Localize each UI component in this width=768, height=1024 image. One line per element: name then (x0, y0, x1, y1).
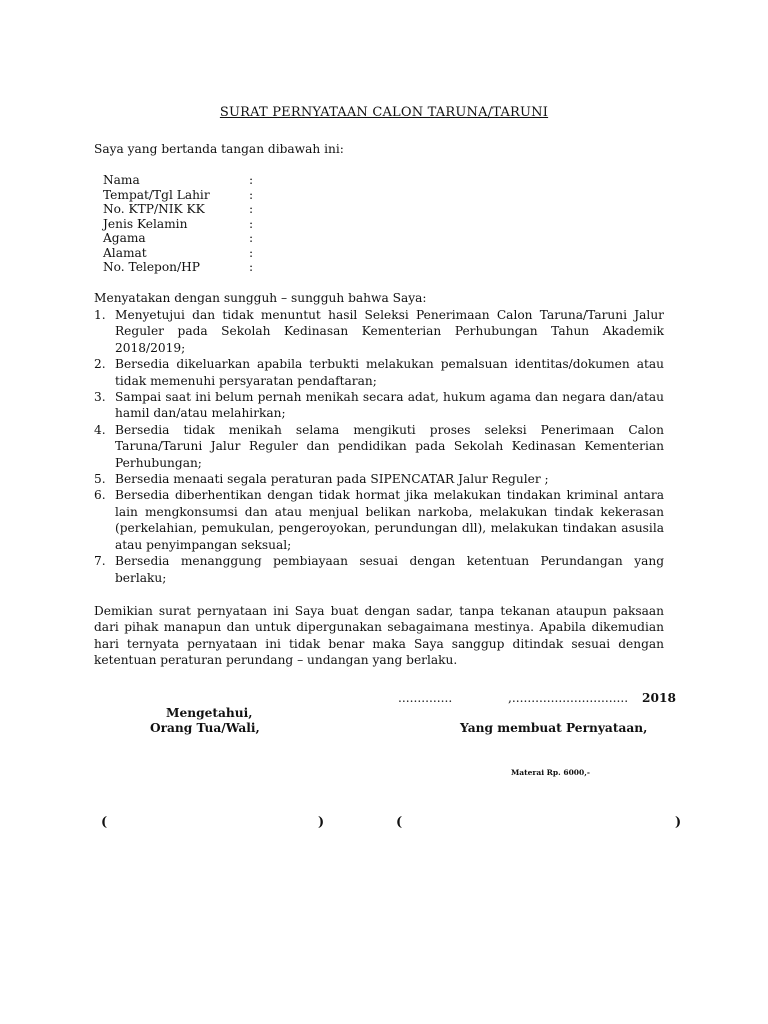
date-day-placeholder: .............. (398, 691, 453, 705)
list-item (94, 471, 664, 487)
field-colon: : (249, 173, 254, 187)
list-item-number: 6. (94, 488, 106, 503)
intro-text: Saya yang bertanda tangan dibawah ini: (94, 142, 344, 156)
document-title: SURAT PERNYATAAN CALON TARUNA/TARUNI (219, 105, 549, 120)
list-item-text: Bersedia menaati segala peraturan pada SIPENCATAR Jalur Reguler ; (115, 472, 549, 487)
statement-text: Menyatakan dengan sungguh – sungguh bahwa Saya: (94, 291, 427, 305)
acknowledged-label: Mengetahui, (166, 706, 253, 720)
field-row (103, 260, 259, 275)
identity-fields (103, 173, 259, 275)
list-item-number: 5. (94, 472, 106, 487)
list-item (94, 553, 664, 586)
parent-signature-open: ( (101, 815, 108, 830)
list-item-number: 1. (94, 308, 106, 322)
declarant-signature-close: ) (675, 815, 682, 830)
date-year: 2018 (642, 691, 676, 705)
field-label: No. KTP/NIK KK (103, 202, 205, 216)
parent-signature-close: ) (318, 815, 325, 830)
stamp-duty-note: Materai Rp. 6000,- (511, 768, 590, 777)
list-item-number: 3. (94, 390, 106, 405)
field-label: Tempat/Tgl Lahir (103, 187, 210, 202)
list-item-text: Bersedia menanggung pembiayaan sesuai dengan ketentuan Perundangan yang berlaku; (115, 554, 664, 585)
field-label: Nama (103, 173, 140, 187)
field-row (103, 173, 259, 188)
list-item (94, 487, 664, 553)
field-colon: : (249, 260, 254, 274)
list-item-text: Sampai saat ini belum pernah menikah secara adat, hukum agama dan negara dan/atau hamil dan/atau melahirkan; (115, 390, 664, 421)
field-row (103, 202, 259, 217)
field-colon: : (249, 216, 254, 231)
field-label: Jenis Kelamin (103, 216, 188, 231)
field-row (103, 217, 259, 232)
field-colon: : (249, 231, 254, 245)
list-item-text: Bersedia diberhentikan dengan tidak hormat jika melakukan tindakan kriminal antara lain mengkonsumsi dan atau menjual belikan narkoba, melakukan tindak kekerasan (perkelahian, pemukulan, pengeroyokan, perundungan dll), melakukan tindakan asusila atau penyimpangan seksual; (115, 488, 664, 552)
list-item (94, 307, 664, 356)
parent-guardian-label: Orang Tua/Wali, (150, 721, 260, 735)
list-item-number: 7. (94, 554, 106, 569)
list-item-text: Menyetujui dan tidak menuntut hasil Seleksi Penerimaan Calon Taruna/Taruni Jalur Reguler pada Sekolah Kedinasan Kementerian Perhubungan Tahun Akademik 2018/2019; (115, 308, 664, 355)
list-item (94, 356, 664, 389)
closing-paragraph: Demikian surat pernyataan ini Saya buat dengan sadar, tanpa tekanan ataupun paksaan dari pihak manapun dan untuk dipergunakan sebagaimana mestinya. Apabila dikemudian hari ternyata pernyataan ini tidak benar maka Saya sanggup ditindak sesuai dengan ketentuan peraturan perundang – undangan yang berlaku. (94, 604, 664, 668)
field-row (103, 246, 259, 261)
field-colon: : (249, 187, 254, 202)
list-item-number: 4. (94, 422, 106, 437)
declarant-signature-open: ( (396, 815, 403, 830)
list-item-text: Bersedia dikeluarkan apabila terbukti melakukan pemalsuan identitas/dokumen atau tidak memenuhi persyaratan pendaftaran; (115, 357, 664, 388)
field-label: No. Telepon/HP (103, 260, 200, 274)
declarant-label: Yang membuat Pernyataan, (460, 721, 648, 735)
date-month-placeholder: ,.............................. (508, 691, 629, 705)
list-item (94, 389, 664, 422)
list-item-text: Bersedia tidak menikah selama mengikuti proses seleksi Penerimaan Calon Taruna/Taruni Jalur Reguler dan pendidikan pada Sekolah Kedinasan Kementerian Perhubungan; (115, 422, 664, 470)
field-colon: : (249, 245, 254, 260)
list-item (94, 422, 664, 471)
field-row (103, 188, 259, 203)
field-label: Alamat (103, 245, 147, 260)
field-row (103, 231, 259, 246)
statement-list (94, 307, 664, 586)
field-label: Agama (103, 231, 146, 245)
list-item-number: 2. (94, 357, 106, 372)
field-colon: : (249, 202, 254, 216)
